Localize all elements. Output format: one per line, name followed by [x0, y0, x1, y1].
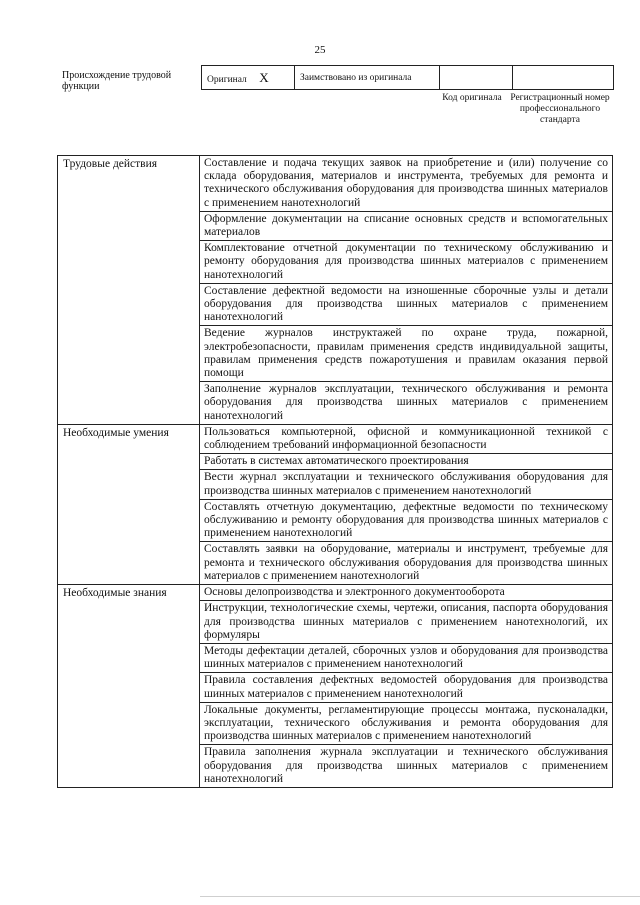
group-item: Комплектование отчетной документации по техническому обслуживанию и ремонту оборудования для производства шинных материалов с применением нанотехнологий: [200, 241, 613, 284]
group-item: Составлять заявки на оборудование, материалы и инструмент, требуемые для ремонта и технического обслуживания оборудования для производства шинных материалов с применением нанотехнологий: [200, 542, 613, 585]
group-item: Составление и подача текущих заявок на приобретение и (или) получение со склада оборудования, материалов и инструмента, требуемых для ремонта и технического обслуживания оборудования для производства шинных материалов с применением нанотехнологий: [200, 156, 613, 212]
group-item: Составление дефектной ведомости на изношенные сборочные узлы и детали оборудования для производства шинных материалов с применением нанотехнологий: [200, 283, 613, 326]
borrowed-label: Заимствовано из оригинала: [300, 72, 412, 83]
group-item: Составлять отчетную документацию, дефектные ведомости по техническому обслуживанию и ремонту оборудования для производства шинных материалов с применением нанотехнологий: [200, 499, 613, 542]
group-item: Инструкции, технологические схемы, чертежи, описания, паспорта оборудования для производства шинных материалов с применением нанотехнологий, их формуляры: [200, 601, 613, 644]
table-row: [58, 424, 613, 453]
table-row: [58, 156, 613, 212]
page-number: 25: [314, 44, 326, 56]
origin-table: [201, 65, 614, 90]
labor-function-table: [57, 155, 613, 788]
group-item: Оформление документации на списание основных средств и вспомогательных материалов: [200, 211, 613, 240]
group-title: Необходимые умения: [58, 424, 200, 584]
group-item: Локальные документы, регламентирующие процессы монтажа, пусконаладки, эксплуатации, технического обслуживания и ремонта оборудования для производства шинных материалов с применением нанотехнологий: [200, 702, 613, 745]
group-item: Ведение журналов инструктажей по охране труда, пожарной, электробезопасности, правилам применения средств индивидуальной защиты, правилам применения средств пожаротушения и правилам оказания первой помощи: [200, 326, 613, 382]
group-item: Правила заполнения журнала эксплуатации и технического обслуживания оборудования для производства шинных материалов с применением нанотехнологий: [200, 745, 613, 788]
original-cell: [202, 66, 295, 90]
group-item: Вести журнал эксплуатации и технического обслуживания оборудования для производства шинных материалов с применением нанотехнологий: [200, 470, 613, 499]
page-bottom-divider: [200, 896, 640, 897]
original-mark: X: [259, 69, 269, 85]
group-title: Необходимые знания: [58, 585, 200, 788]
group-item: Работать в системах автоматического проектирования: [200, 454, 613, 470]
table-row: [58, 585, 613, 601]
borrowed-cell: [295, 66, 440, 90]
code-original-caption: Код оригинала: [442, 93, 502, 103]
group-item: Правила составления дефектных ведомостей оборудования для производства шинных материалов с применением нанотехнологий: [200, 673, 613, 702]
group-item: Пользоваться компьютерной, офисной и коммуникационной техникой с соблюдением требований информационной безопасности: [200, 424, 613, 453]
group-item: Основы делопроизводства и электронного документооборота: [200, 585, 613, 601]
origin-label: Происхождение трудовой функции: [62, 70, 172, 92]
reg-number-cell: [513, 66, 614, 90]
original-label: Оригинал: [207, 74, 247, 85]
reg-number-caption: Регистрационный номер профессионального стандарта: [510, 93, 610, 125]
code-original-cell: [440, 66, 513, 90]
group-title: Трудовые действия: [58, 156, 200, 425]
group-item: Заполнение журналов эксплуатации, технического обслуживания и ремонта оборудования для производства шинных материалов с применением нанотехнологий: [200, 382, 613, 425]
group-item: Методы дефектации деталей, сборочных узлов и оборудования для производства шинных материалов с применением нанотехнологий: [200, 643, 613, 672]
